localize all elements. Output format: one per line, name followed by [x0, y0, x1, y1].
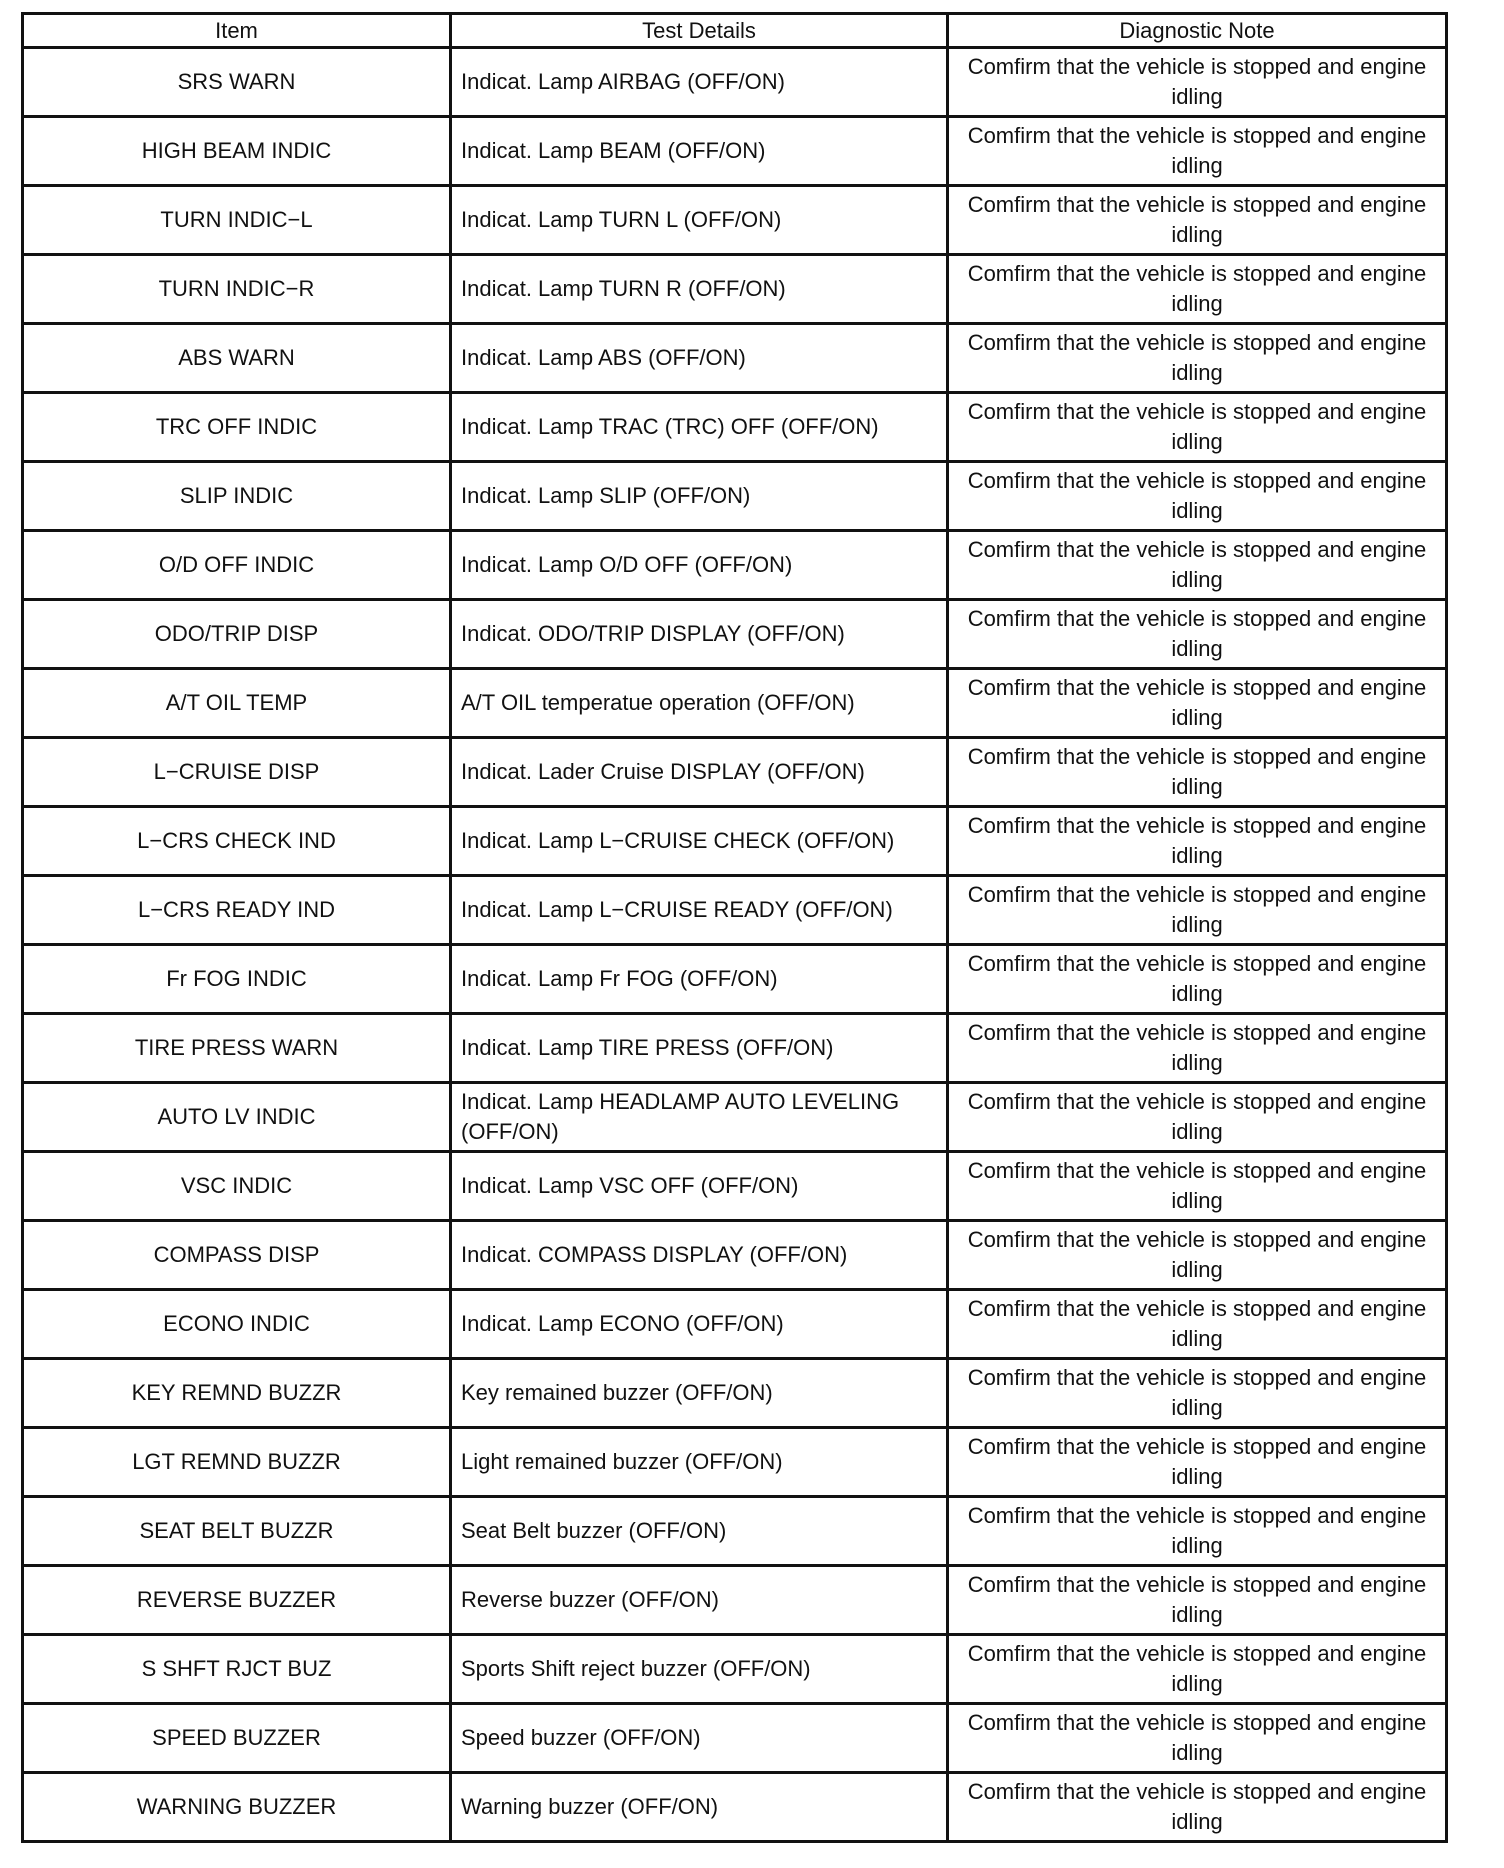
cell-diagnostic-note: Comfirm that the vehicle is stopped and engine idling: [948, 1014, 1447, 1083]
cell-item: L−CRUISE DISP: [23, 738, 451, 807]
table-row: [23, 1566, 1447, 1635]
table-body: [23, 48, 1447, 1842]
cell-test-details: Indicat. Lamp HEADLAMP AUTO LEVELING (OFF/ON): [451, 1083, 948, 1152]
cell-diagnostic-note: Comfirm that the vehicle is stopped and engine idling: [948, 1428, 1447, 1497]
table-row: [23, 186, 1447, 255]
cell-test-details: Indicat. Lamp ABS (OFF/ON): [451, 324, 948, 393]
cell-test-details: Indicat. Lamp VSC OFF (OFF/ON): [451, 1152, 948, 1221]
cell-test-details: A/T OIL temperatue operation (OFF/ON): [451, 669, 948, 738]
cell-diagnostic-note: Comfirm that the vehicle is stopped and engine idling: [948, 738, 1447, 807]
cell-diagnostic-note: Comfirm that the vehicle is stopped and engine idling: [948, 393, 1447, 462]
cell-item: O/D OFF INDIC: [23, 531, 451, 600]
table-row: [23, 1497, 1447, 1566]
cell-item: SPEED BUZZER: [23, 1704, 451, 1773]
cell-test-details: Sports Shift reject buzzer (OFF/ON): [451, 1635, 948, 1704]
diagnostic-table: [21, 12, 1448, 1843]
cell-item: ABS WARN: [23, 324, 451, 393]
cell-diagnostic-note: Comfirm that the vehicle is stopped and engine idling: [948, 876, 1447, 945]
table-row: [23, 117, 1447, 186]
cell-item: LGT REMND BUZZR: [23, 1428, 451, 1497]
cell-test-details: Indicat. Lamp TIRE PRESS (OFF/ON): [451, 1014, 948, 1083]
cell-item: VSC INDIC: [23, 1152, 451, 1221]
cell-diagnostic-note: Comfirm that the vehicle is stopped and engine idling: [948, 1497, 1447, 1566]
cell-test-details: Indicat. COMPASS DISPLAY (OFF/ON): [451, 1221, 948, 1290]
header-row: [23, 14, 1447, 48]
table-row: [23, 669, 1447, 738]
cell-item: SLIP INDIC: [23, 462, 451, 531]
table-row: [23, 255, 1447, 324]
cell-diagnostic-note: Comfirm that the vehicle is stopped and engine idling: [948, 1083, 1447, 1152]
cell-item: AUTO LV INDIC: [23, 1083, 451, 1152]
cell-diagnostic-note: Comfirm that the vehicle is stopped and engine idling: [948, 324, 1447, 393]
cell-item: KEY REMND BUZZR: [23, 1359, 451, 1428]
cell-item: L−CRS CHECK IND: [23, 807, 451, 876]
table-row: [23, 1773, 1447, 1842]
table-row: [23, 945, 1447, 1014]
cell-diagnostic-note: Comfirm that the vehicle is stopped and engine idling: [948, 1635, 1447, 1704]
cell-test-details: Indicat. Lamp AIRBAG (OFF/ON): [451, 48, 948, 117]
cell-diagnostic-note: Comfirm that the vehicle is stopped and engine idling: [948, 531, 1447, 600]
cell-test-details: Indicat. Lamp L−CRUISE READY (OFF/ON): [451, 876, 948, 945]
cell-item: A/T OIL TEMP: [23, 669, 451, 738]
cell-test-details: Indicat. Lamp Fr FOG (OFF/ON): [451, 945, 948, 1014]
cell-item: S SHFT RJCT BUZ: [23, 1635, 451, 1704]
cell-diagnostic-note: Comfirm that the vehicle is stopped and engine idling: [948, 186, 1447, 255]
header-item: Item: [23, 14, 451, 48]
table-header: [23, 14, 1447, 48]
cell-diagnostic-note: Comfirm that the vehicle is stopped and engine idling: [948, 1221, 1447, 1290]
cell-item: TIRE PRESS WARN: [23, 1014, 451, 1083]
cell-diagnostic-note: Comfirm that the vehicle is stopped and engine idling: [948, 1773, 1447, 1842]
cell-test-details: Warning buzzer (OFF/ON): [451, 1773, 948, 1842]
cell-diagnostic-note: Comfirm that the vehicle is stopped and engine idling: [948, 255, 1447, 324]
table-row: [23, 393, 1447, 462]
cell-test-details: Indicat. Lamp TURN L (OFF/ON): [451, 186, 948, 255]
table-row: [23, 1014, 1447, 1083]
cell-test-details: Indicat. Lamp ECONO (OFF/ON): [451, 1290, 948, 1359]
table-row: [23, 1290, 1447, 1359]
cell-diagnostic-note: Comfirm that the vehicle is stopped and engine idling: [948, 807, 1447, 876]
cell-test-details: Indicat. ODO/TRIP DISPLAY (OFF/ON): [451, 600, 948, 669]
header-test-details: Test Details: [451, 14, 948, 48]
table-row: [23, 807, 1447, 876]
cell-test-details: Indicat. Lamp SLIP (OFF/ON): [451, 462, 948, 531]
cell-test-details: Indicat. Lamp BEAM (OFF/ON): [451, 117, 948, 186]
table-row: [23, 1635, 1447, 1704]
cell-item: TURN INDIC−L: [23, 186, 451, 255]
cell-item: TRC OFF INDIC: [23, 393, 451, 462]
table-row: [23, 48, 1447, 117]
table-row: [23, 1083, 1447, 1152]
table-row: [23, 531, 1447, 600]
cell-diagnostic-note: Comfirm that the vehicle is stopped and engine idling: [948, 48, 1447, 117]
table-row: [23, 600, 1447, 669]
cell-diagnostic-note: Comfirm that the vehicle is stopped and engine idling: [948, 1566, 1447, 1635]
cell-test-details: Reverse buzzer (OFF/ON): [451, 1566, 948, 1635]
table-row: [23, 462, 1447, 531]
cell-diagnostic-note: Comfirm that the vehicle is stopped and engine idling: [948, 600, 1447, 669]
table-row: [23, 324, 1447, 393]
cell-item: REVERSE BUZZER: [23, 1566, 451, 1635]
cell-item: TURN INDIC−R: [23, 255, 451, 324]
cell-test-details: Seat Belt buzzer (OFF/ON): [451, 1497, 948, 1566]
header-diagnostic-note: Diagnostic Note: [948, 14, 1447, 48]
cell-test-details: Indicat. Lamp TURN R (OFF/ON): [451, 255, 948, 324]
cell-test-details: Indicat. Lamp TRAC (TRC) OFF (OFF/ON): [451, 393, 948, 462]
table-row: [23, 876, 1447, 945]
cell-diagnostic-note: Comfirm that the vehicle is stopped and engine idling: [948, 117, 1447, 186]
cell-diagnostic-note: Comfirm that the vehicle is stopped and engine idling: [948, 1152, 1447, 1221]
cell-diagnostic-note: Comfirm that the vehicle is stopped and engine idling: [948, 1704, 1447, 1773]
cell-test-details: Indicat. Lamp L−CRUISE CHECK (OFF/ON): [451, 807, 948, 876]
cell-item: WARNING BUZZER: [23, 1773, 451, 1842]
cell-diagnostic-note: Comfirm that the vehicle is stopped and engine idling: [948, 669, 1447, 738]
table-row: [23, 1428, 1447, 1497]
table-row: [23, 1221, 1447, 1290]
cell-item: COMPASS DISP: [23, 1221, 451, 1290]
cell-item: Fr FOG INDIC: [23, 945, 451, 1014]
cell-diagnostic-note: Comfirm that the vehicle is stopped and engine idling: [948, 1290, 1447, 1359]
cell-test-details: Indicat. Lamp O/D OFF (OFF/ON): [451, 531, 948, 600]
cell-item: ECONO INDIC: [23, 1290, 451, 1359]
cell-test-details: Key remained buzzer (OFF/ON): [451, 1359, 948, 1428]
cell-diagnostic-note: Comfirm that the vehicle is stopped and engine idling: [948, 945, 1447, 1014]
cell-item: ODO/TRIP DISP: [23, 600, 451, 669]
cell-test-details: Indicat. Lader Cruise DISPLAY (OFF/ON): [451, 738, 948, 807]
cell-diagnostic-note: Comfirm that the vehicle is stopped and engine idling: [948, 1359, 1447, 1428]
cell-item: HIGH BEAM INDIC: [23, 117, 451, 186]
table-row: [23, 1152, 1447, 1221]
table-row: [23, 738, 1447, 807]
cell-test-details: Speed buzzer (OFF/ON): [451, 1704, 948, 1773]
cell-item: SEAT BELT BUZZR: [23, 1497, 451, 1566]
cell-item: L−CRS READY IND: [23, 876, 451, 945]
table-row: [23, 1359, 1447, 1428]
cell-diagnostic-note: Comfirm that the vehicle is stopped and engine idling: [948, 462, 1447, 531]
cell-test-details: Light remained buzzer (OFF/ON): [451, 1428, 948, 1497]
table-row: [23, 1704, 1447, 1773]
cell-item: SRS WARN: [23, 48, 451, 117]
